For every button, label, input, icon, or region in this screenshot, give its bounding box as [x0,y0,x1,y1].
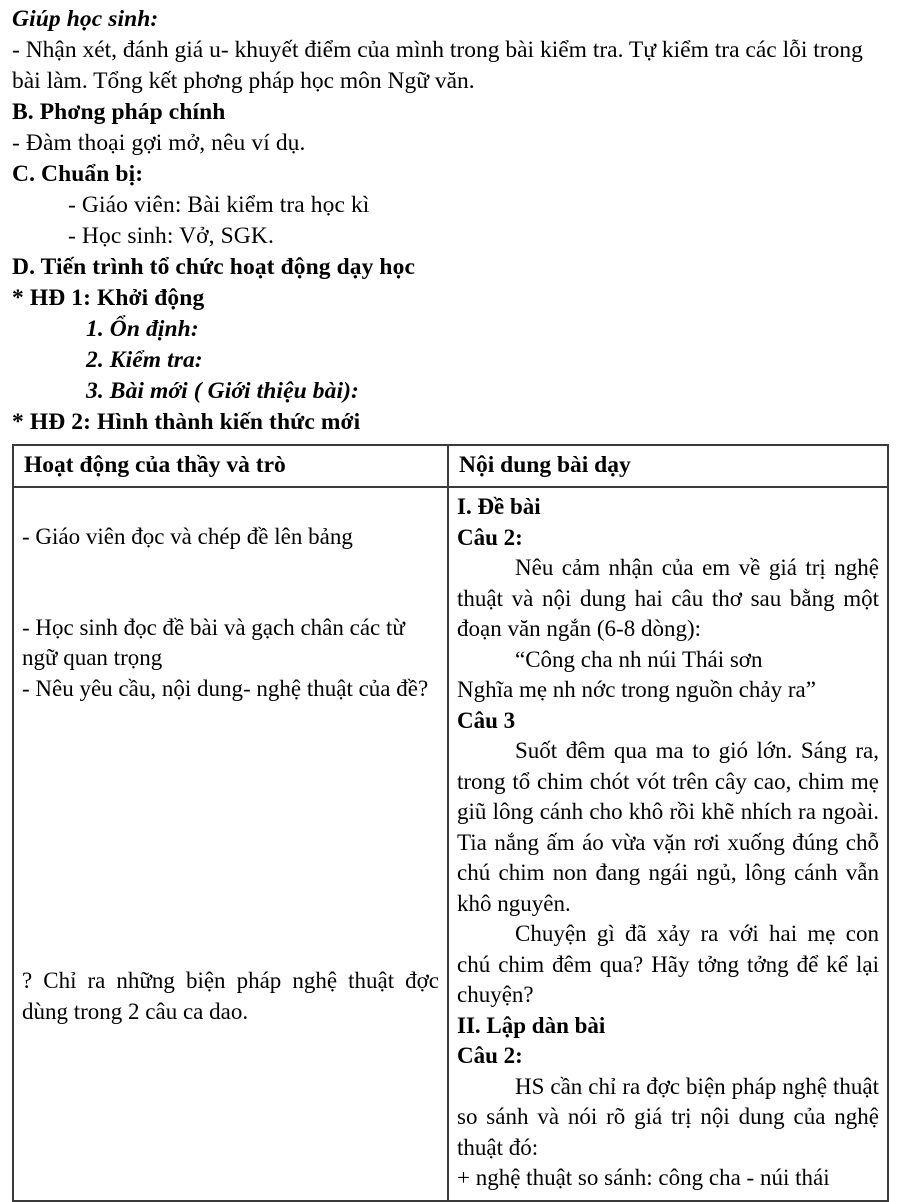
content-poem-line-2: Nghĩa mẹ nh nớc trong nguồn chảy ra” [457,677,816,702]
content-heading-lap-dan-bai: II. Lập dàn bài [457,1012,606,1038]
section-heading-b: B. Phơng pháp chính [12,99,226,125]
activity-state-request: - Nêu yêu cầu, nội dung- nghệ thuật của đề? [22,675,429,701]
prep-item-student: - Học sinh: Vở, SGK. [68,223,274,249]
prep-item-teacher: - Giáo viên: Bài kiểm tra học kì [68,192,370,218]
section-b-body: - Đàm thoại gợi mở, nêu ví dụ. [12,130,306,156]
content-label-cau-2: Câu 2: [457,524,523,550]
content-body-cau-2: Nêu cảm nhận của em về giá trị nghệ thuật và nội dung hai câu thơ sau bằng một đoạn văn ngắn (6-8 dòng): [457,555,879,641]
content-label-cau-3: Câu 3 [457,707,516,733]
cell-lesson-content [448,487,888,1201]
content-item-so-sanh: + nghệ thuật so sánh: công cha - núi thái [457,1165,830,1190]
left-spacer-top [22,492,439,522]
activity-1-step-2: 2. Kiểm tra: [86,347,203,373]
goal-body: - Nhận xét, đánh giá u- khuyết điểm của mình trong bài kiểm tra. Tự kiểm tra các lỗi trong bài làm. Tổng kết phơng pháp học môn Ngữ văn. [12,37,863,94]
left-spacer-mid [22,553,439,613]
content-body-cau-3-para-1: Suốt đêm qua ma to gió lớn. Sáng ra, trong tổ chim chót vót trên cây cao, chim mẹ giũ lông cánh cho khô rồi khẽ nhích ra ngoài. Tia nắng ấm áo vừa vặn rơi xuống đúng chỗ chú chim non đang ngái ngủ, lông cánh vẫn khô nguyên. [457,738,879,916]
section-heading-d: D. Tiến trình tổ chức hoạt động dạy học [12,254,415,280]
preamble-section [12,4,887,438]
cell-teacher-student-activities [13,487,448,1201]
section-heading-c: C. Chuẩn bị: [12,161,144,187]
content-body-cau-3-para-2: Chuyện gì đã xảy ra với hai mẹ con chú chim đêm qua? Hãy tởng tởng để kể lại chuyện? [457,921,879,1007]
lesson-plan-table [12,444,889,1202]
activity-question-device: ? Chỉ ra những biện pháp nghệ thuật đợc dùng trong 2 câu ca dao. [22,968,439,1024]
activity-2-heading: * HĐ 2: Hình thành kiến thức mới [12,409,361,435]
column-header-content: Nội dung bài dạy [448,445,888,487]
goal-title: Giúp học sinh: [12,6,159,32]
content-poem-line-1: “Công cha nh núi Thái sơn [515,646,763,672]
table-header-row [13,445,888,487]
content-body-cau-2b: HS cần chỉ ra đợc biện pháp nghệ thuật so sánh và nói rõ giá trị nội dung của nghệ thuật đó: [457,1073,879,1160]
column-header-activities: Hoạt động của thầy và trò [13,445,448,487]
activity-1-step-1: 1. Ổn định: [86,316,199,342]
content-label-cau-2b: Câu 2: [457,1043,523,1068]
content-heading-de-bai: I. Đề bài [457,494,541,519]
activity-teacher-reads: - Giáo viên đọc và chép đề lên bảng [22,524,353,549]
activity-1-heading: * HĐ 1: Khởi động [12,285,205,311]
activity-1-step-3: 3. Bài mới ( Giới thiệu bài): [86,378,359,404]
activity-student-reads: - Học sinh đọc đề bài và gạch chân các từ ngữ quan trọng [22,614,405,670]
left-spacer-bottom [22,704,439,966]
table-body-row [13,487,888,1201]
